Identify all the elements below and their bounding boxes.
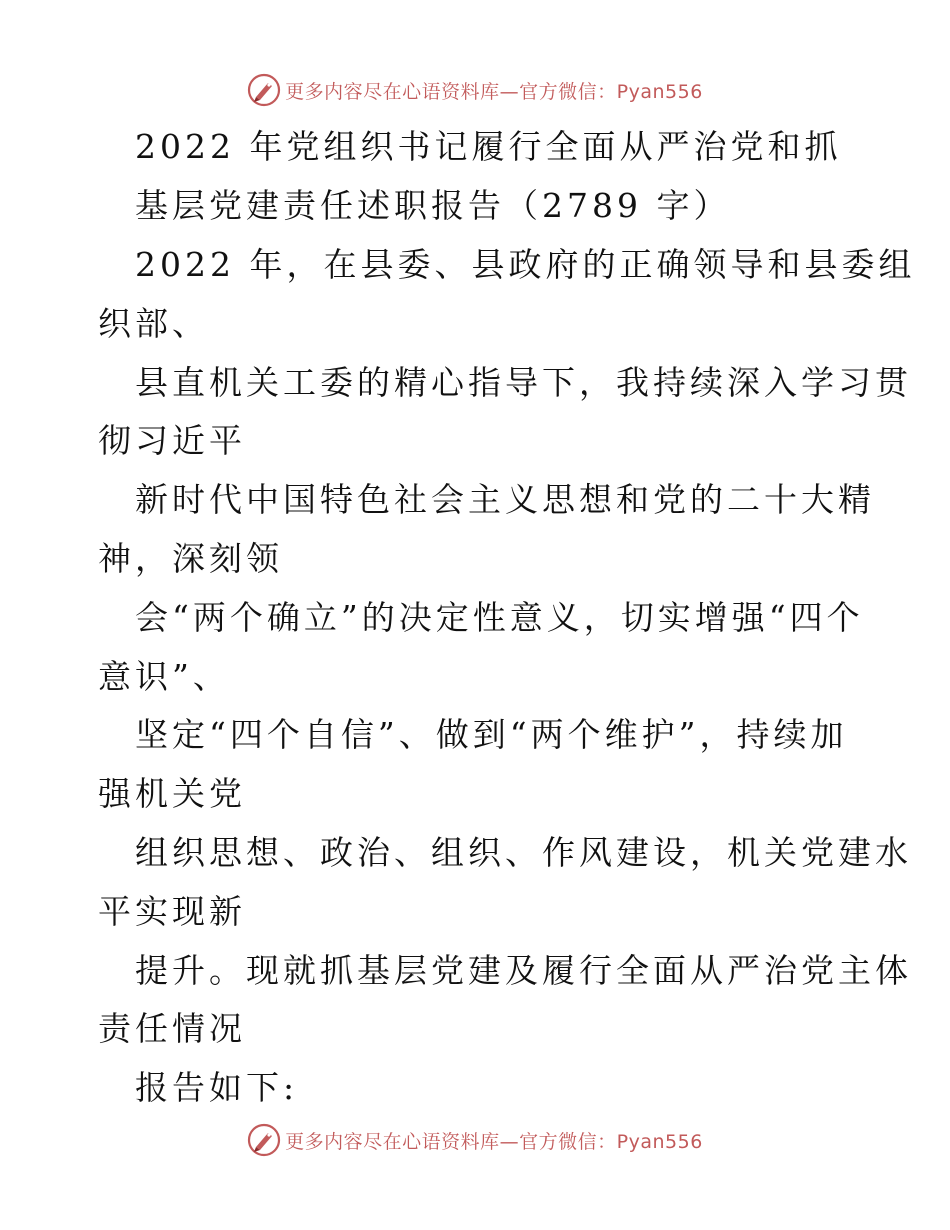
body-line: 坚定“四个自信”、做到“两个维护”，持续加 <box>135 715 848 754</box>
body-line: 意识”、 <box>98 657 230 696</box>
body-line: 织部、 <box>98 304 209 343</box>
body-line: 组织思想、政治、组织、作风建设，机关党建水 <box>135 833 912 872</box>
body-line: 强机关党 <box>98 774 246 813</box>
body-line: 2022 年，在县委、县政府的正确领导和县委组 <box>135 245 916 284</box>
title-line-2: 基层党建责任述职报告（2789 字） <box>135 186 731 225</box>
body-line: 新时代中国特色社会主义思想和党的二十大精 <box>135 480 875 519</box>
body-line: 责任情况 <box>98 1009 246 1048</box>
body-line: 会“两个确立”的决定性意义，切实增强“四个 <box>135 598 864 637</box>
body-line: 平实现新 <box>98 892 246 931</box>
title-line-1: 2022 年党组织书记履行全面从严治党和抓 <box>135 127 842 166</box>
watermark-banner-bottom <box>0 1120 950 1160</box>
body-line: 彻习近平 <box>98 421 246 460</box>
body-line: 提升。现就抓基层党建及履行全面从严治党主体 <box>135 951 912 990</box>
pen-logo-icon <box>247 1123 281 1157</box>
body-line: 神，深刻领 <box>98 539 283 578</box>
body-line: 报告如下: <box>135 1068 299 1107</box>
watermark-text: 更多内容尽在心语资料库—官方微信：Pyan556 <box>285 1130 703 1153</box>
watermark-text: 更多内容尽在心语资料库—官方微信：Pyan556 <box>285 80 703 103</box>
body-line: 县直机关工委的精心指导下，我持续深入学习贯 <box>135 363 912 402</box>
